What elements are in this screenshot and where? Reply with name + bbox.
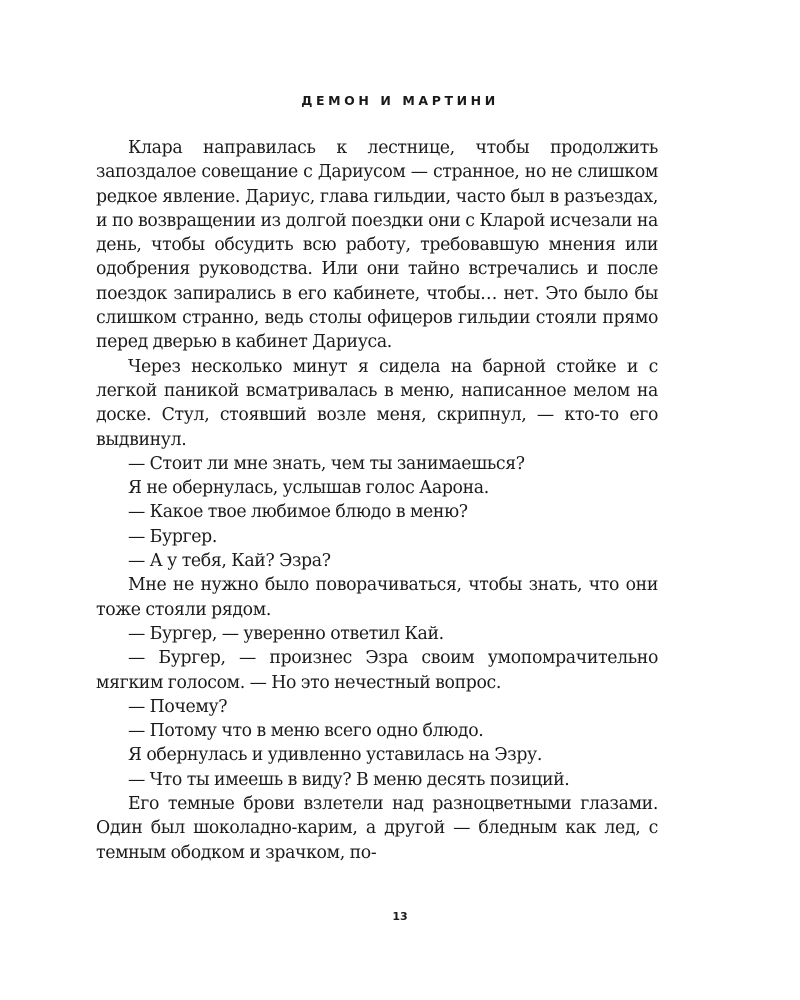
page-number: 13 — [392, 910, 408, 923]
paragraph: Клара направилась к лестнице, чтобы продолжить запоздалое совещание с Дариусом — странное, но не слишком редкое явление. Дариус, глава гильдии, часто был в разъездах, и по возвращении из долгой поездки они с Кларой исчезали на день, чтобы обсудить всю работу, требовавшую мнения или одобрения руководства. Или они тайно встречались и после поездок запирались в его кабинете, чтобы… нет. Это было бы слишком странно, ведь столы офицеров гильдии стояли прямо перед дверью в кабинет Дариуса. — [96, 138, 658, 353]
dialogue-line: — Какое твое любимое блюдо в меню? — [128, 502, 468, 523]
dialogue-line: — Бургер, — произнес Эзра своим умопомрачительно мягким голосом. — Но это нечестный вопрос. — [96, 648, 658, 693]
dialogue-line: — Что ты имеешь в виду? В меню десять позиций. — [128, 769, 570, 790]
paragraph: Я обернулась и удивленно уставилась на Эзру. — [128, 745, 543, 766]
paragraph: Его темные брови взлетели над разноцветными глазами. Один был шоколадно-карим, а другой — бледным как лед, с темным ободком и зрачком, по- — [96, 794, 658, 863]
paragraph: Через несколько минут я сидела на барной стойке и с легкой паникой всматривалась в меню, написанное мелом на доске. Стул, стоявший возле меня, скрипнул, — кто-то его выдвинул. — [96, 356, 658, 450]
dialogue-line: — Потому что в меню всего одно блюдо. — [128, 721, 484, 742]
running-header-title: ДЕМОН И МАРТИНИ — [301, 93, 499, 108]
body-text — [96, 136, 658, 865]
paragraph: Я не обернулась, услышав голос Аарона. — [128, 478, 489, 499]
dialogue-line: — Бургер. — [128, 526, 217, 547]
dialogue-line: — Почему? — [128, 696, 228, 717]
dialogue-line: — А у тебя, Кай? Эзра? — [128, 551, 331, 572]
dialogue-line: — Бургер, — уверенно ответил Кай. — [128, 623, 444, 644]
dialogue-line: — Стоит ли мне знать, чем ты занимаешься? — [128, 453, 525, 474]
paragraph: Мне не нужно было поворачиваться, чтобы знать, что они тоже стояли рядом. — [96, 575, 658, 620]
